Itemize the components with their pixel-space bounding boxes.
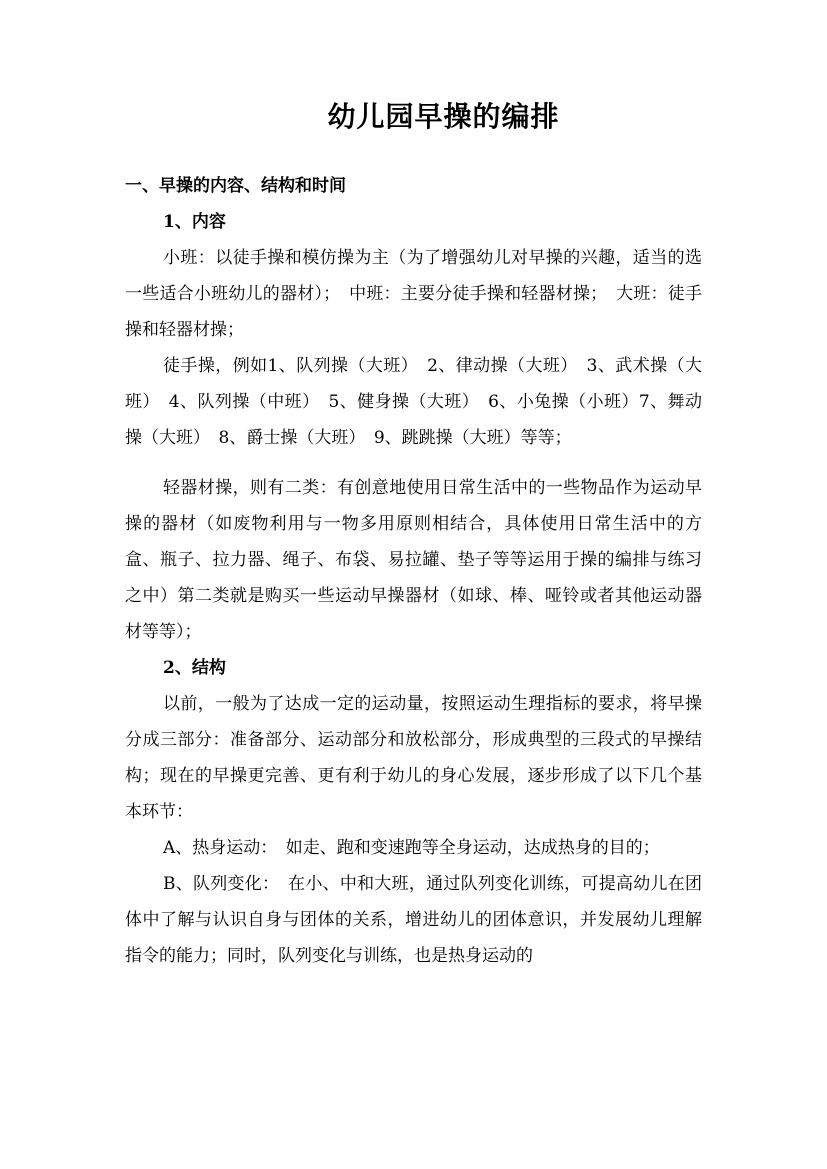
document-body [125, 168, 702, 974]
paragraph-gap [125, 456, 702, 470]
paragraph-warmup: A、热身运动： 如走、跑和变速跑等全身运动，达成热身的目的； [163, 838, 660, 858]
subsection-heading-content: 1、内容 [163, 212, 226, 232]
paragraph-structure-intro: 以前，一般为了达成一定的运动量，按照运动生理指标的要求，将早操分成三部分：准备部分、运动部分和放松部分，形成典型的三段式的早操结构；现在的早操更完善、更有利于幼儿的身心发展，逐步形成了以下几个基本环节： [125, 694, 702, 822]
document-title: 幼儿园早操的编排 [327, 100, 560, 133]
paragraph-class-levels: 小班：以徒手操和模仿操为主（为了增强幼儿对早操的兴趣，适当的选一些适合小班幼儿的器材）； 中班：主要分徒手操和轻器材操； 大班：徒手操和轻器材操； [125, 248, 702, 340]
paragraph-formation: B、队列变化： 在小、中和大班，通过队列变化训练，可提高幼儿在团体中了解与认识自身与团体的关系，增进幼儿的团体意识，并发展幼儿理解指令的能力；同时，队列变化与训练，也是热身运动的 [125, 874, 702, 966]
subsection-heading-structure: 2、结构 [163, 658, 226, 678]
paragraph-light-equipment: 轻器材操，则有二类：有创意地使用日常生活中的一些物品作为运动早操的器材（如废物利用与一物多用原则相结合，具体使用日常生活中的方盒、瓶子、拉力器、绳子、布袋、易拉罐、垫子等等运用于操的编排与练习之中）第二类就是购买一些运动早操器材（如球、棒、哑铃或者其他运动器材等等）； [125, 478, 702, 642]
paragraph-freehand-exercises: 徒手操，例如1、队列操（大班） 2、律动操（大班） 3、武术操（大班） 4、队列操（中班） 5、健身操（大班） 6、小兔操（小班）7、舞动操（大班） 8、爵士操（大班） 9、跳跳操（大班）等等； [125, 356, 702, 448]
section-heading: 一、早操的内容、结构和时间 [125, 176, 346, 196]
